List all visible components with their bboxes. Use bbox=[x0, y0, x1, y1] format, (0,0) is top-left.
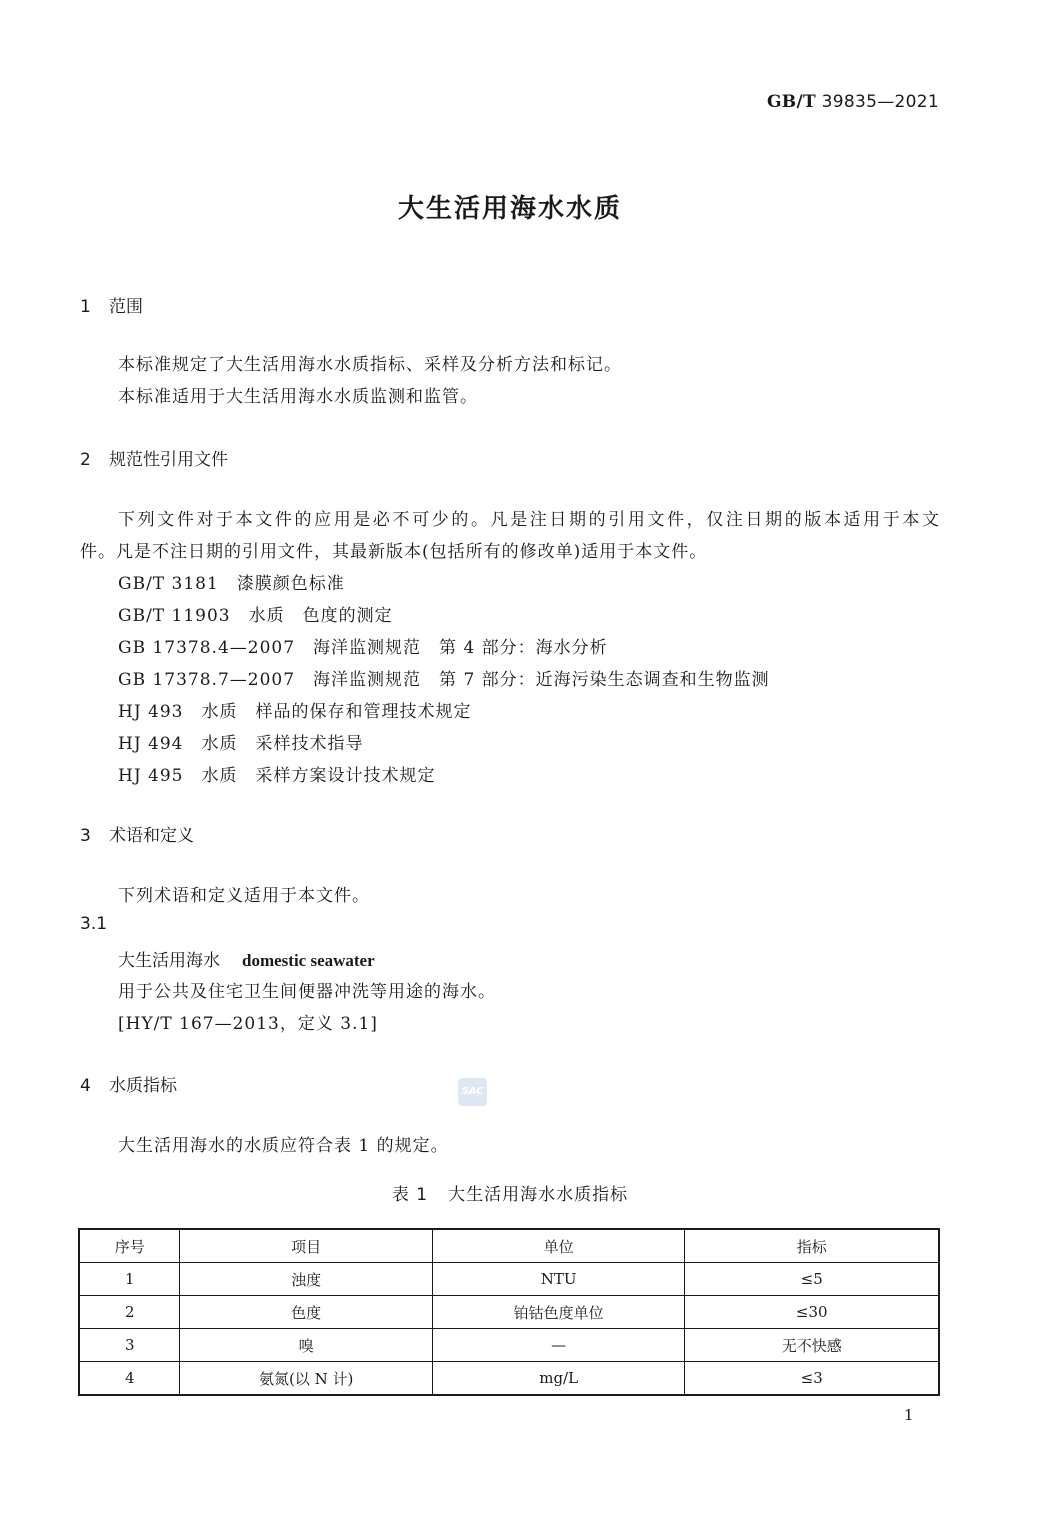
table-caption-label: 表 1 bbox=[391, 1185, 429, 1205]
table-cell: 4 bbox=[79, 1362, 180, 1396]
reference-item bbox=[118, 697, 472, 722]
table-row bbox=[79, 1329, 939, 1362]
table-row bbox=[79, 1362, 939, 1396]
table-cell: 色度 bbox=[180, 1296, 432, 1329]
table-row bbox=[79, 1296, 939, 1329]
section-title: 范围 bbox=[109, 297, 143, 317]
reference-item bbox=[118, 761, 436, 786]
paragraph: 大生活用海水的水质应符合表 1 的规定。 bbox=[118, 1136, 449, 1156]
reference-item bbox=[118, 729, 364, 754]
paragraph: 下列术语和定义适用于本文件。 bbox=[118, 886, 370, 906]
table-caption bbox=[0, 1180, 1020, 1205]
reference-code: GB/T 3181 bbox=[118, 574, 219, 594]
term-source: [HY/T 167—2013，定义 3.1] bbox=[118, 1014, 378, 1034]
section-title: 术语和定义 bbox=[109, 826, 194, 846]
reference-name: 水质 采样技术指导 bbox=[201, 734, 364, 754]
column-header: 指标 bbox=[685, 1229, 939, 1263]
reference-item bbox=[118, 601, 393, 626]
section-number: 3 bbox=[80, 826, 91, 846]
reference-code: GB 17378.4—2007 bbox=[118, 638, 296, 658]
section-4-heading bbox=[80, 1071, 177, 1096]
term-chinese: 大生活用海水 bbox=[118, 951, 220, 971]
reference-code: HJ 493 bbox=[118, 702, 184, 722]
reference-item bbox=[118, 569, 345, 594]
table-header-row bbox=[79, 1229, 939, 1263]
section-number: 1 bbox=[80, 297, 91, 317]
table-cell: 氨氮(以 N 计) bbox=[180, 1362, 432, 1396]
standard-code bbox=[767, 92, 939, 112]
water-quality-table bbox=[78, 1228, 940, 1396]
reference-name: 漆膜颜色标准 bbox=[236, 574, 345, 594]
table-cell: 嗅 bbox=[180, 1329, 432, 1362]
column-header: 项目 bbox=[180, 1229, 432, 1263]
table-cell: NTU bbox=[432, 1263, 685, 1296]
table-cell: mg/L bbox=[432, 1362, 685, 1396]
term-number: 3.1 bbox=[80, 914, 108, 934]
page-number: 1 bbox=[904, 1406, 914, 1424]
standard-code-prefix: GB/T bbox=[766, 92, 816, 112]
reference-item bbox=[118, 633, 608, 658]
paragraph: 本标准适用于大生活用海水水质监测和监管。 bbox=[118, 387, 478, 407]
paragraph-line: 下列文件对于本文件的应用是必不可少的。凡是注日期的引用文件，仅注日期的版本适用于本文 bbox=[118, 510, 940, 530]
table-cell: ≤5 bbox=[685, 1263, 939, 1296]
reference-name: 水质 采样方案设计技术规定 bbox=[201, 766, 436, 786]
table-cell: 浊度 bbox=[180, 1263, 432, 1296]
column-header: 序号 bbox=[79, 1229, 180, 1263]
reference-name: 水质 样品的保存和管理技术规定 bbox=[201, 702, 472, 722]
table-caption-title: 大生活用海水水质指标 bbox=[448, 1185, 629, 1205]
term-entry bbox=[118, 946, 375, 971]
paragraph: 本标准规定了大生活用海水水质指标、采样及分析方法和标记。 bbox=[118, 355, 622, 375]
reference-item bbox=[118, 665, 770, 690]
reference-code: HJ 494 bbox=[118, 734, 184, 754]
standard-code-number: 39835—2021 bbox=[821, 92, 939, 112]
table-cell: 1 bbox=[79, 1263, 180, 1296]
reference-code: HJ 495 bbox=[118, 766, 184, 786]
table-cell: 3 bbox=[79, 1329, 180, 1362]
table-cell: ≤30 bbox=[685, 1296, 939, 1329]
term-english: domestic seawater bbox=[242, 951, 375, 970]
section-2-heading bbox=[80, 445, 228, 470]
section-number: 2 bbox=[80, 450, 91, 470]
section-title: 规范性引用文件 bbox=[109, 450, 228, 470]
sac-watermark: SAC bbox=[458, 1078, 487, 1106]
column-header: 单位 bbox=[432, 1229, 685, 1263]
table-cell: — bbox=[432, 1329, 685, 1362]
reference-code: GB/T 11903 bbox=[118, 606, 231, 626]
section-1-heading bbox=[80, 292, 143, 317]
reference-name: 水质 色度的测定 bbox=[248, 606, 393, 626]
section-3-heading bbox=[80, 821, 194, 846]
reference-name: 海洋监测规范 第 4 部分：海水分析 bbox=[313, 638, 608, 658]
paragraph-line: 件。凡是不注日期的引用文件，其最新版本(包括所有的修改单)适用于本文件。 bbox=[80, 542, 708, 562]
section-title: 水质指标 bbox=[109, 1076, 177, 1096]
document-title: 大生活用海水水质 bbox=[397, 194, 622, 224]
table-row bbox=[79, 1263, 939, 1296]
reference-name: 海洋监测规范 第 7 部分：近海污染生态调查和生物监测 bbox=[313, 670, 770, 690]
table-cell: ≤3 bbox=[685, 1362, 939, 1396]
table-cell: 无不快感 bbox=[685, 1329, 939, 1362]
section-number: 4 bbox=[80, 1076, 91, 1096]
term-definition: 用于公共及住宅卫生间便器冲洗等用途的海水。 bbox=[118, 982, 496, 1002]
reference-code: GB 17378.7—2007 bbox=[118, 670, 296, 690]
table-cell: 2 bbox=[79, 1296, 180, 1329]
table-cell: 铂钴色度单位 bbox=[432, 1296, 685, 1329]
